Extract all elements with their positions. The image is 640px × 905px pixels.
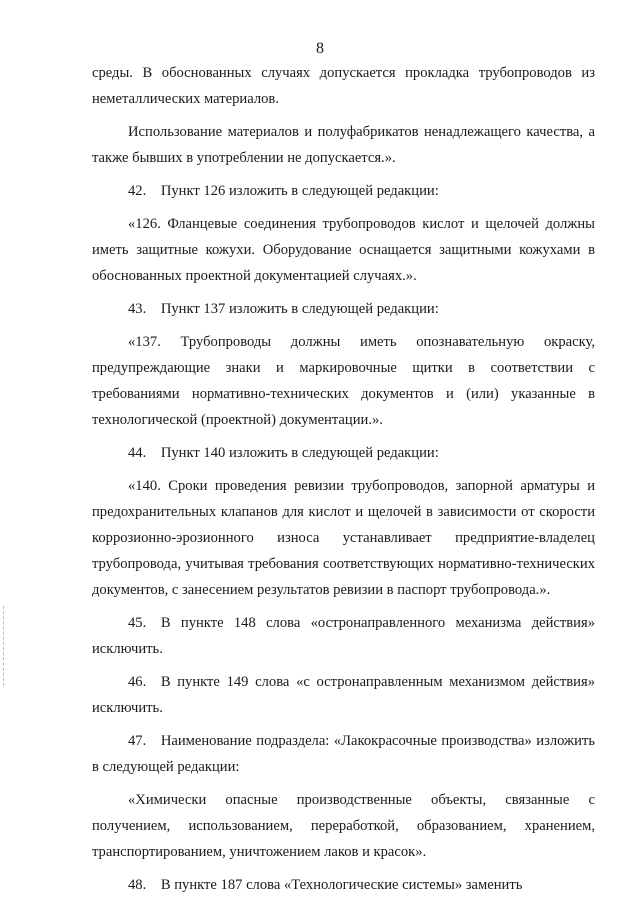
paragraph: 46. В пункте 149 слова «с остронаправленным механизмом действия» исключить.: [92, 674, 595, 716]
paragraph: 43. Пункт 137 изложить в следующей редакции:: [128, 301, 439, 317]
paragraph: Использование материалов и полуфабрикатов ненадлежащего качества, а также бывших в употреблении не допускается.».: [92, 124, 595, 166]
paragraph: 47. Наименование подраздела: «Лакокрасочные производства» изложить в следующей редакции:: [92, 733, 595, 775]
paragraph: 44. Пункт 140 изложить в следующей редакции:: [128, 445, 439, 461]
paragraph: «Химически опасные производственные объекты, связанные с получением, использованием, переработкой, образованием, хранением, транспортированием, уничтожением лаков и красок».: [92, 792, 595, 860]
document-body: [92, 60, 595, 905]
paragraph: 42. Пункт 126 изложить в следующей редакции:: [128, 183, 439, 199]
paragraph: среды. В обоснованных случаях допускается прокладка трубопроводов из неметаллических материалов.: [92, 65, 595, 107]
paragraph: 45. В пункте 148 слова «остронаправленного механизма действия» исключить.: [92, 615, 595, 657]
margin-scan-marks: [3, 606, 5, 686]
paragraph: «137. Трубопроводы должны иметь опознавательную окраску, предупреждающие знаки и маркировочные щитки в соответствии с требованиями нормативно-технических документов и (или) указанные в технологической (проектной) документации.».: [92, 334, 595, 428]
paragraph: «140. Сроки проведения ревизии трубопроводов, запорной арматуры и предохранительных клапанов для кислот и щелочей в зависимости от скорости коррозионно-эрозионного износа устанавливает предприятие-владелец трубопровода, учитывая требования соответствующих нормативно-технических документов, с занесением результатов ревизии в паспорт трубопровода.».: [92, 478, 595, 598]
paragraph: 48. В пункте 187 слова «Технологические системы» заменить: [128, 877, 523, 893]
paragraph: «126. Фланцевые соединения трубопроводов кислот и щелочей должны иметь защитные кожухи. Оборудование оснащается защитными кожухами в обоснованных проектной документацией случаях.».: [92, 216, 595, 284]
page-number: 8: [316, 40, 324, 57]
